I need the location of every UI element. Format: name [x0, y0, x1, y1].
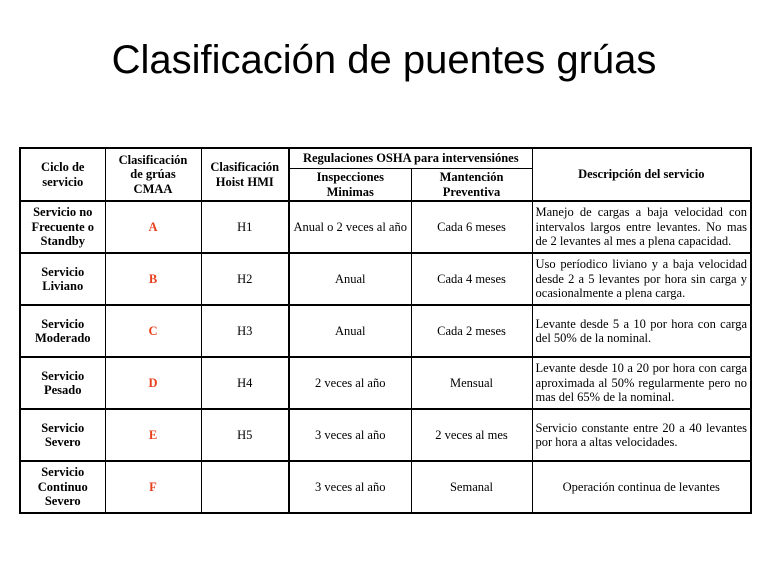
header-osha-group: Regulaciones OSHA para intervensiónes: [289, 148, 532, 169]
table-row: [20, 253, 751, 305]
table-row: [20, 357, 751, 409]
descripcion-cell: Operación continua de levantes: [532, 461, 751, 513]
hmi-class-cell: H4: [201, 357, 289, 409]
page-title: Clasificación de puentes grúas: [111, 38, 657, 82]
header-mantencion: Mantención Preventiva: [411, 169, 532, 202]
mantencion-cell: Mensual: [411, 357, 532, 409]
cmaa-class-cell: B: [105, 253, 201, 305]
table-row: [20, 409, 751, 461]
header-hmi: Clasificación Hoist HMI: [201, 148, 289, 201]
descripcion-cell: Uso períodico liviano y a baja velocidad desde 2 a 5 levantes por hora sin carga y ocasionalmente a plena carga.: [532, 253, 751, 305]
inspecciones-cell: Anual o 2 veces al año: [289, 201, 411, 253]
table-row: [20, 461, 751, 513]
hmi-class-cell: H2: [201, 253, 289, 305]
header-cmaa: Clasificación de grúas CMAA: [105, 148, 201, 201]
inspecciones-cell: 3 veces al año: [289, 409, 411, 461]
descripcion-cell: Manejo de cargas a baja velocidad con intervalos largos entre levantes. No mas de 2 levantes al mes a plena capacidad.: [532, 201, 751, 253]
descripcion-cell: Levante desde 5 a 10 por hora con carga del 50% de la nominal.: [532, 305, 751, 357]
cmaa-class-cell: E: [105, 409, 201, 461]
mantencion-cell: Cada 2 meses: [411, 305, 532, 357]
crane-classification-table: [19, 147, 752, 514]
descripcion-cell: Levante desde 10 a 20 por hora con carga aproximada al 50% regularmente pero no mas del 65% de la nominal.: [532, 357, 751, 409]
header-ciclo: Ciclo de servicio: [20, 148, 105, 201]
mantencion-cell: Cada 4 meses: [411, 253, 532, 305]
cmaa-class-cell: D: [105, 357, 201, 409]
mantencion-cell: 2 veces al mes: [411, 409, 532, 461]
descripcion-cell: Servicio constante entre 20 a 40 levantes por hora a altas velocidades.: [532, 409, 751, 461]
table-row: [20, 305, 751, 357]
hmi-class-cell: H5: [201, 409, 289, 461]
mantencion-cell: Cada 6 meses: [411, 201, 532, 253]
mantencion-cell: Semanal: [411, 461, 532, 513]
header-row: [20, 148, 751, 169]
cmaa-class-cell: A: [105, 201, 201, 253]
cmaa-class-cell: F: [105, 461, 201, 513]
inspecciones-cell: 2 veces al año: [289, 357, 411, 409]
header-descripcion: Descripción del servicio: [532, 148, 751, 201]
ciclo-cell: Servicio Severo: [20, 409, 105, 461]
hmi-class-cell: H3: [201, 305, 289, 357]
cmaa-class-cell: C: [105, 305, 201, 357]
inspecciones-cell: Anual: [289, 305, 411, 357]
ciclo-cell: Servicio Pesado: [20, 357, 105, 409]
ciclo-cell: Servicio Moderado: [20, 305, 105, 357]
ciclo-cell: Servicio Continuo Severo: [20, 461, 105, 513]
ciclo-cell: Servicio no Frecuente o Standby: [20, 201, 105, 253]
inspecciones-cell: Anual: [289, 253, 411, 305]
hmi-class-cell: H1: [201, 201, 289, 253]
inspecciones-cell: 3 veces al año: [289, 461, 411, 513]
ciclo-cell: Servicio Liviano: [20, 253, 105, 305]
header-inspecciones: Inspecciones Minimas: [289, 169, 411, 202]
table-row: [20, 201, 751, 253]
hmi-class-cell: [201, 461, 289, 513]
